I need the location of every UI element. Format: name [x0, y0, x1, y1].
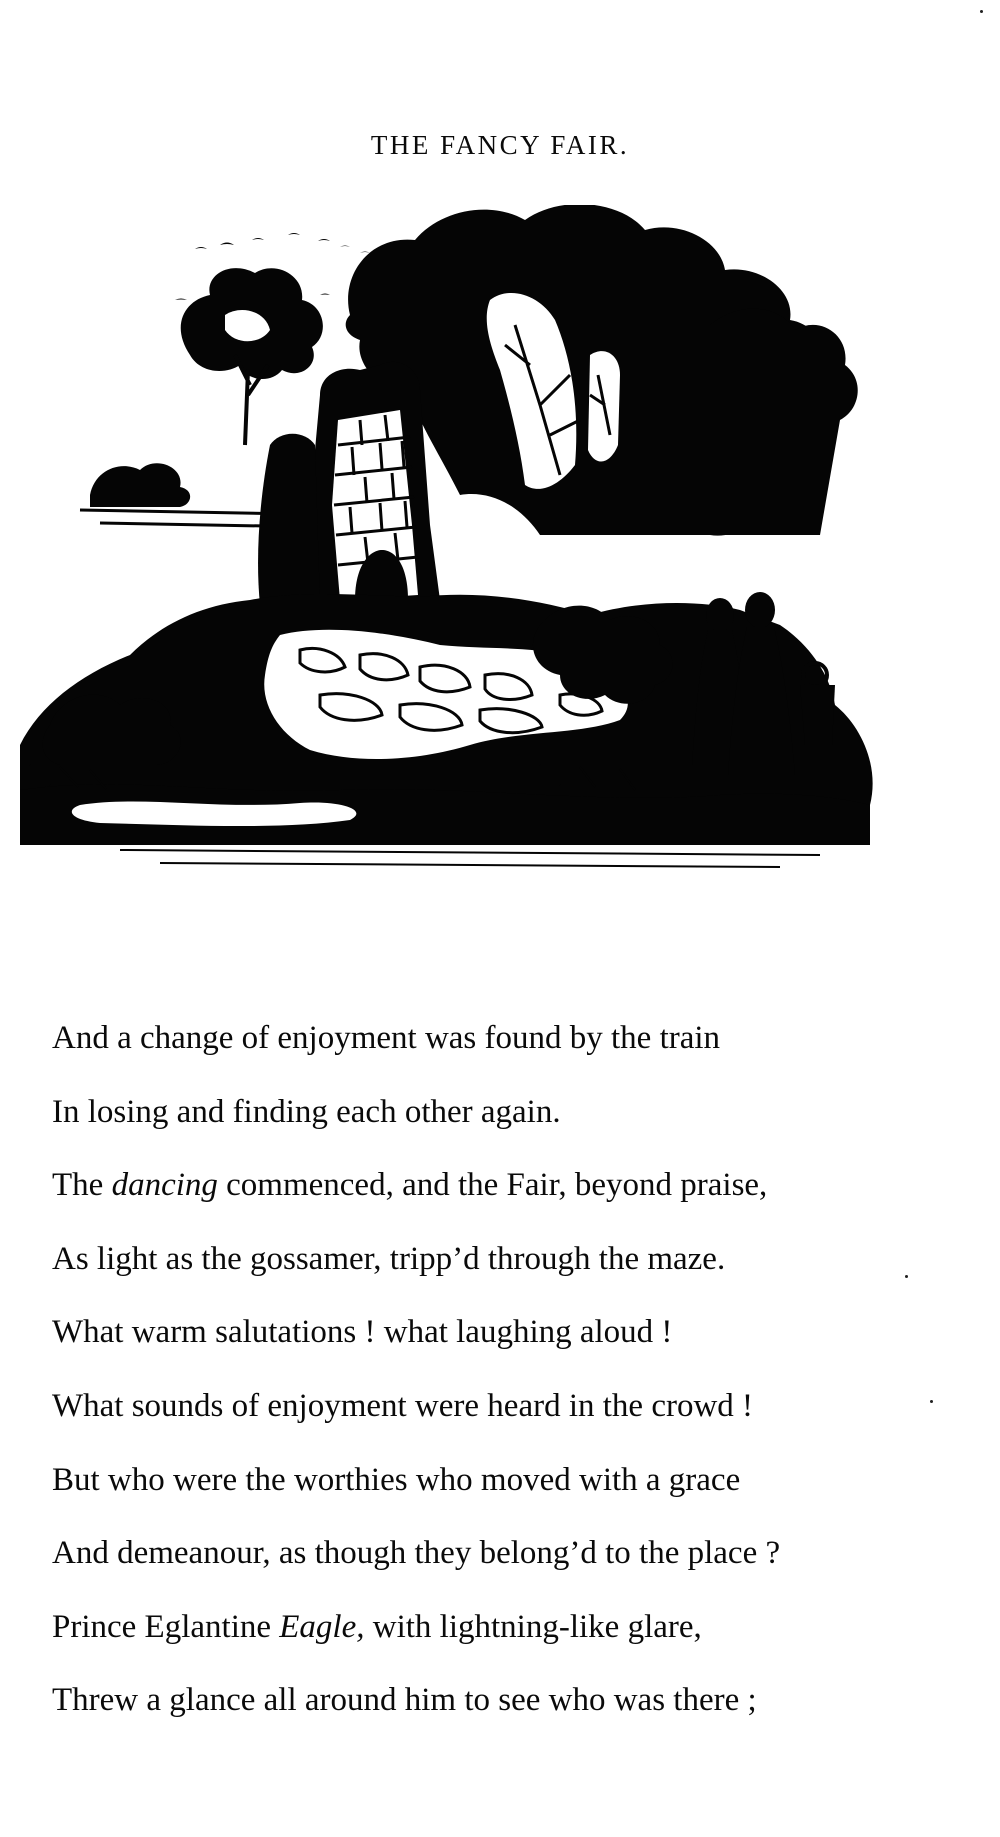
verse-text: What warm salutations ! what laughing aloud ! — [52, 1314, 673, 1351]
verse-text: Prince Eglantine — [52, 1608, 280, 1645]
paper-speck — [980, 10, 983, 13]
italic-text: Eagle, — [279, 1608, 365, 1645]
woodcut-ruin-scene-icon — [20, 205, 980, 1005]
verse-line — [52, 1462, 952, 1536]
verse-block — [52, 1020, 952, 1756]
verse-line — [52, 1020, 952, 1094]
verse-line — [52, 1314, 952, 1388]
verse-text: with lightning-like glare, — [364, 1608, 702, 1645]
verse-line — [52, 1388, 952, 1462]
verse-text: But who were the worthies who moved with a grace — [52, 1461, 741, 1498]
verse-line — [52, 1535, 952, 1609]
italic-text: dancing — [111, 1167, 218, 1204]
paper-speck — [905, 1275, 908, 1278]
woodcut-illustration — [20, 205, 980, 1005]
verse-line — [52, 1682, 952, 1756]
verse-text: In losing and finding each other again. — [52, 1093, 561, 1130]
verse-line — [52, 1241, 952, 1315]
verse-text: commenced, and the Fair, beyond praise, — [217, 1167, 768, 1204]
verse-line — [52, 1609, 952, 1683]
verse-text: Threw a glance all around him to see who was there ; — [52, 1682, 757, 1719]
verse-line — [52, 1094, 952, 1168]
running-title: THE FANCY FAIR. — [370, 130, 630, 160]
verse-text: What sounds of enjoyment were heard in the crowd ! — [52, 1387, 754, 1424]
paper-speck — [930, 1400, 933, 1403]
verse-text: The — [52, 1167, 112, 1204]
verse-text: And a change of enjoyment was found by the train — [52, 1020, 721, 1056]
verse-text: As light as the gossamer, tripp’d through the maze. — [52, 1240, 726, 1277]
verse-text: And demeanour, as though they belong’d to the place ? — [52, 1535, 781, 1572]
verse-line — [52, 1167, 952, 1241]
